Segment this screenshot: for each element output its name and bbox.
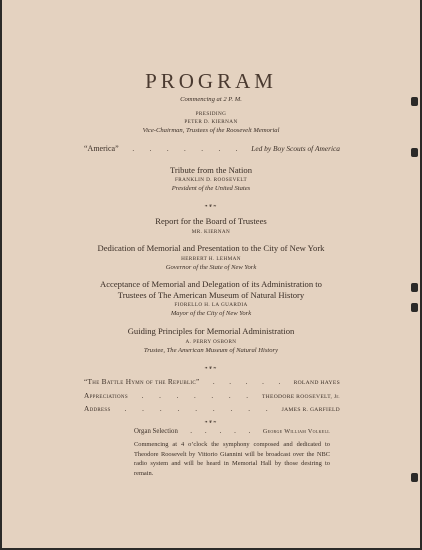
dot-leader: . . . . . . . . . xyxy=(124,405,268,413)
principles-speaker: A. PERRY OSBORN xyxy=(185,339,237,345)
item-label: Address xyxy=(84,404,111,413)
dot-leader: . . . . . . . xyxy=(141,392,249,400)
tribute-speaker-title: President of the United States xyxy=(171,185,251,192)
dot-leader: . . . . . . . xyxy=(132,145,238,153)
acceptance-heading-line2: Trustees of The American Museum of Natural History xyxy=(117,290,305,300)
item-label: “The Battle Hymn of the Republic” xyxy=(84,377,200,386)
dedication-speaker: HERBERT H. LEHMAN xyxy=(181,256,241,262)
item-performer: THEODORE ROOSEVELT, Jr. xyxy=(261,394,340,400)
item-performer: George William Volkell xyxy=(262,428,330,435)
tribute-heading: Tribute from the Nation xyxy=(169,165,253,175)
ornament-divider: ❧❦❧ xyxy=(204,365,218,370)
dot-leader: . . . . . xyxy=(212,378,281,386)
item-label: “America” xyxy=(84,144,119,153)
dedication-heading: Dedication of Memorial and Presentation to the City of New York xyxy=(97,243,325,253)
item-performer: JAMES R. GARFIELD xyxy=(281,407,340,413)
acceptance-speaker: FIORELLO H. LA GUARDIA xyxy=(174,302,248,308)
dot-leader: . . . . . xyxy=(190,427,251,435)
tribute-speaker: FRANKLIN D. ROOSEVELT xyxy=(174,177,248,183)
program-item-hymn xyxy=(84,377,340,386)
program-page xyxy=(2,0,420,548)
broadcast-note: Commencing at 4 o’clock the symphony composed and dedicated to Theodore Roosevelt by Vittorio Giannini will be broadcast over the NBC radio system and will be heard in Memorial Hall by those desiring to remain. xyxy=(134,441,330,477)
program-item-address xyxy=(84,404,340,413)
binder-hole xyxy=(411,148,418,157)
item-label: Appreciations xyxy=(84,391,128,400)
binder-hole xyxy=(411,473,418,482)
program-item-america xyxy=(84,144,340,153)
presiding-label: PRESIDING xyxy=(195,111,227,117)
item-performer: Led by Boy Scouts of America xyxy=(251,144,340,153)
acceptance-heading-line1: Acceptance of Memorial and Delegation of its Administration to xyxy=(100,279,322,289)
program-item-appreciations xyxy=(84,391,340,400)
item-label: Organ Selection xyxy=(134,428,178,435)
principles-speaker-title: Trustee, The American Museum of Natural History xyxy=(143,347,279,354)
page-title: PROGRAM xyxy=(145,69,277,93)
principles-heading: Guiding Principles for Memorial Administration xyxy=(127,326,295,336)
start-time: Commencing at 2 P. M. xyxy=(180,96,242,103)
ornament-divider: ❧❦❧ xyxy=(204,419,218,424)
report-heading: Report for the Board of Trustees xyxy=(155,216,267,226)
presiding-title: Vice-Chairman, Trustees of the Roosevelt Memorial xyxy=(142,127,280,134)
presiding-name: PETER D. KIERNAN xyxy=(184,119,238,125)
program-item-organ xyxy=(134,427,330,435)
acceptance-speaker-title: Mayor of the City of New York xyxy=(170,310,252,317)
ornament-divider: ❧❦❧ xyxy=(204,203,218,208)
dedication-speaker-title: Governor of the State of New York xyxy=(165,264,257,271)
item-performer: ROLAND HAYES xyxy=(293,380,340,386)
report-speaker: MR. KIERNAN xyxy=(191,229,231,235)
